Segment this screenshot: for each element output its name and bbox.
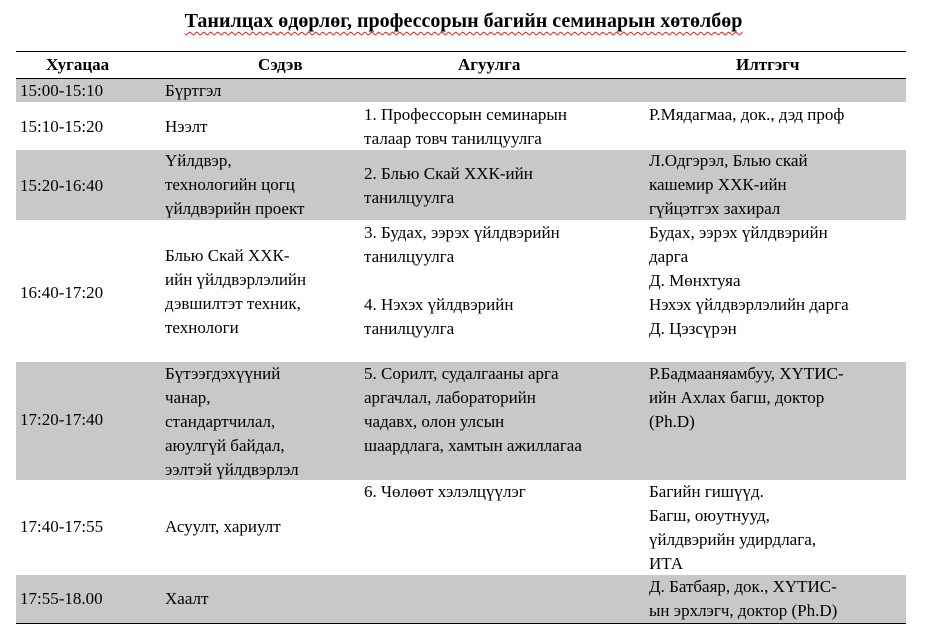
row-topic: Асуулт, хариулт [165,517,281,536]
header-speaker: Илтгэгч [736,55,800,74]
row-speaker: Д. Батбаяр, док., ХҮТИС- ын эрхлэгч, доктор (Ph.D) [649,577,838,620]
row-time: 15:20-16:40 [20,176,104,195]
row-time: 15:00-15:10 [20,81,104,100]
row-content: 3. Будах, ээрэх үйлдвэрийн танилцуулга 4. Нэхэх үйлдвэрийн танилцуулга [364,223,560,338]
row-speaker: Р.Бадмааняамбуу, ХҮТИС- ийн Ахлах багш, доктор (Ph.D) [649,364,844,431]
row-speaker: Багийн гишүүд. Багш, оюутнууд, үйлдвэрийн удирдлага, ИТА [649,482,816,573]
header-topic: Сэдэв [258,55,303,74]
row-time: 16:40-17:20 [20,283,104,302]
row-speaker: Л.Одгэрэл, Блью скай кашемир ХХК-ийн гүйцэтгэх захирал [649,151,808,218]
row-topic: Хаалт [165,589,209,608]
row-time: 15:10-15:20 [20,117,104,136]
table-bottom-rule [16,623,906,624]
header-content: Агуулга [458,55,521,74]
row-content: 2. Блью Скай ХХК-ийн танилцуулга [364,164,533,207]
row-time: 17:20-17:40 [20,410,104,429]
header-time: Хугацаа [46,55,110,74]
row-time: 17:55-18.00 [20,589,103,608]
table-row [16,79,906,102]
row-topic: Бүртгэл [165,81,222,100]
row-topic: Үйлдвэр, технологийн цогц үйлдвэрийн проект [165,151,305,218]
row-content: 6. Чөлөөт хэлэлцүүлэг [364,482,526,501]
page-title: Танилцах өдөрлөг, профессорын багийн семинарын хөтөлбөр [184,10,743,32]
row-speaker: Р.Мядагмаа, док., дэд проф [649,105,845,124]
row-topic: Нээлт [165,117,208,136]
row-content: 1. Профессорын семинарын талаар товч танилцуулга [364,105,567,148]
row-content: 5. Сорилт, судалгааны арга аргачлал, лабораторийн чадавх, олон улсын шаардлага, хамтын ажиллагаа [364,364,582,455]
row-speaker: Будах, ээрэх үйлдвэрийн дарга Д. Мөнхтуяа Нэхэх үйлдвэрлэлийн дарга Д. Цэзсүрэн [649,223,849,338]
row-topic: Бүтээгдэхүүний чанар, стандартчилал, аюулгүй байдал, ээлтэй үйлдвэрлэл [165,364,299,479]
row-time: 17:40-17:55 [20,517,104,536]
row-topic: Блью Скай ХХК- ийн үйлдвэрлэлийн дэвшилтэт техник, технологи [165,246,307,337]
header-top-rule [16,51,906,52]
